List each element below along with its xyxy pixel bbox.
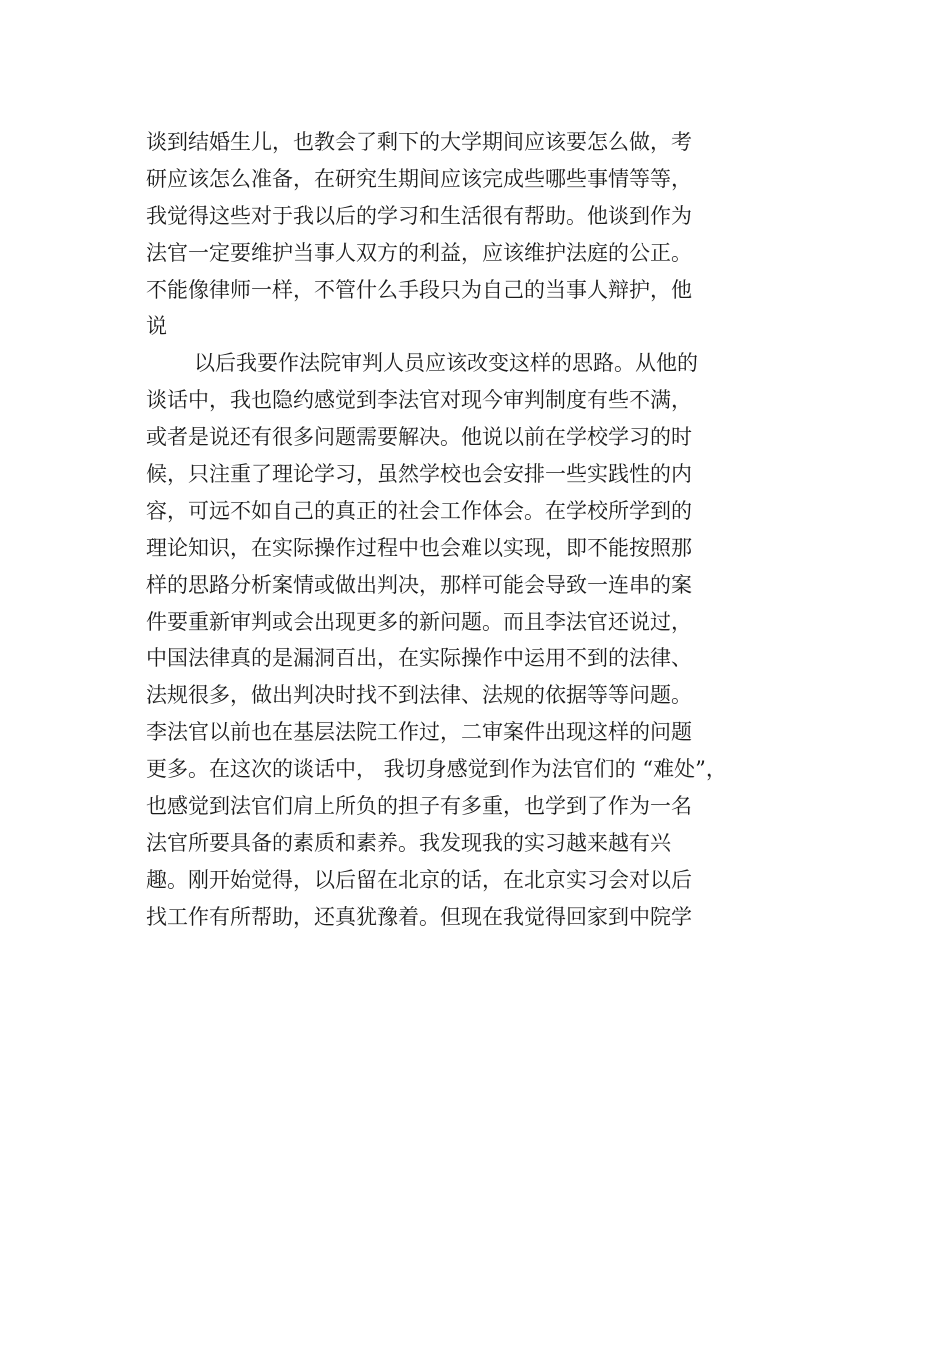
text-line: 样的思路分析案情或做出判决，那样可能会导致一连串的案: [146, 572, 692, 597]
text-line: 趣。刚开始觉得，以后留在北京的话，在北京实习会对以后: [146, 867, 692, 892]
text-line: 也感觉到法官们肩上所负的担子有多重，也学到了作为一名: [146, 794, 692, 819]
text-line: 法官一定要维护当事人双方的利益，应该维护法庭的公正。: [146, 240, 692, 265]
text-line: 法官所要具备的素质和素养。我发现我的实习越来越有兴: [146, 830, 671, 855]
text-line: 研应该怎么准备，在研究生期间应该完成些哪些事情等等，: [146, 166, 692, 191]
text-line: 容，可远不如自己的真正的社会工作体会。在学校所学到的: [146, 498, 692, 523]
text-line: 更多。在这次的谈话中， 我切身感觉到作为法官们的 “难处”，: [146, 757, 727, 782]
body-text: [146, 124, 826, 936]
text-line: 件要重新审判或会出现更多的新问题。而且李法官还说过，: [146, 609, 692, 634]
text-line: 找工作有所帮助，还真犹豫着。但现在我觉得回家到中院学: [146, 904, 692, 929]
text-line: 或者是说还有很多问题需要解决。他说以前在学校学习的时: [146, 425, 692, 450]
text-line: 法规很多，做出判决时找不到法律、法规的依据等等问题。: [146, 683, 692, 708]
text-line: 中国法律真的是漏洞百出，在实际操作中运用不到的法律、: [146, 646, 692, 671]
text-line: 我觉得这些对于我以后的学习和生活很有帮助。他谈到作为: [146, 203, 692, 228]
text-line: 理论知识，在实际操作过程中也会难以实现，即不能按照那: [146, 535, 692, 560]
paragraph-start-line: 以后我要作法院审判人员应该改变这样的思路。从他的: [194, 351, 698, 376]
text-line: 不能像律师一样，不管什么手段只为自己的当事人辩护，他: [146, 277, 692, 302]
text-line: 说: [146, 314, 167, 339]
text-line: 谈话中，我也隐约感觉到李法官对现今审判制度有些不满，: [146, 388, 692, 413]
text-line: 候，只注重了理论学习，虽然学校也会安排一些实践性的内: [146, 462, 692, 487]
text-line: 李法官以前也在基层法院工作过，二审案件出现这样的问题: [146, 720, 692, 745]
text-line: 谈到结婚生儿，也教会了剩下的大学期间应该要怎么做，考: [146, 130, 692, 154]
